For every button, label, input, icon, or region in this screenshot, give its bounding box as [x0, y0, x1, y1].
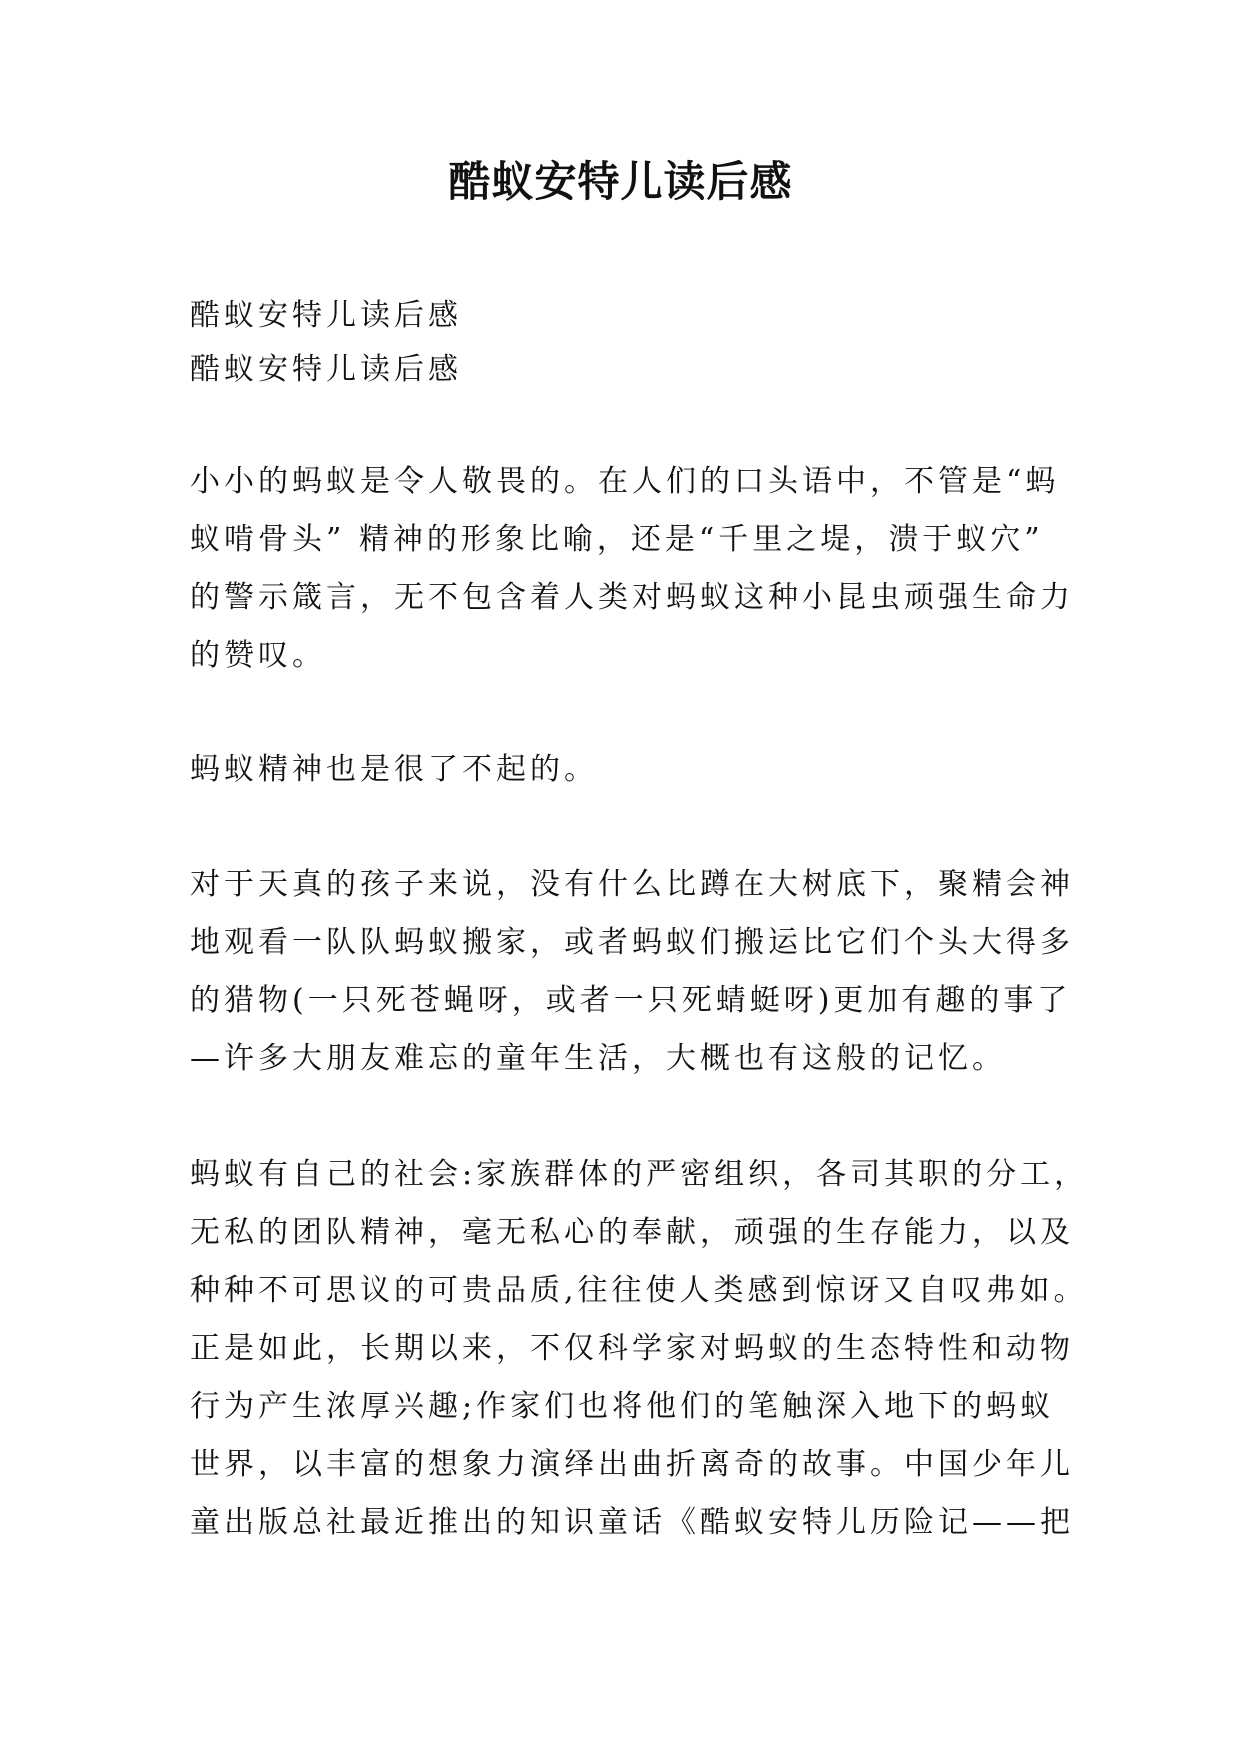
subtitle-line: 酷蚁安特儿读后感: [190, 298, 462, 333]
paragraph-4-line: 童出版总社最近推出的知识童话《酷蚁安特儿历险记——把: [190, 1505, 1074, 1540]
paragraph-4-line: 世界，以丰富的想象力演绎出曲折离奇的故事。中国少年儿: [190, 1447, 1074, 1482]
paragraph-3-line: —许多大朋友难忘的童年生活，大概也有这般的记忆。: [190, 1041, 1006, 1076]
paragraph-4-line: 无私的团队精神，毫无私心的奉献，顽强的生存能力，以及: [190, 1215, 1074, 1250]
document-title: 酷蚁安特儿读后感: [448, 157, 793, 206]
paragraph-4-line: 蚂蚁有自己的社会:家族群体的严密组织，各司其职的分工，: [190, 1157, 1089, 1192]
paragraph-1-line: 小小的蚂蚁是令人敬畏的。在人们的口头语中，不管是“蚂: [190, 464, 1060, 499]
paragraph-1-line: 蚁啃骨头” 精神的形象比喻，还是“千里之堤，溃于蚁穴”: [190, 522, 1044, 557]
paragraph-1-line: 的赞叹。: [190, 638, 326, 673]
paragraph-3-line: 地观看一队队蚂蚁搬家，或者蚂蚁们搬运比它们个头大得多: [190, 925, 1074, 960]
paragraph-3-line: 对于天真的孩子来说，没有什么比蹲在大树底下，聚精会神: [190, 867, 1074, 902]
paragraph-1-line: 的警示箴言，无不包含着人类对蚂蚁这种小昆虫顽强生命力: [190, 580, 1074, 615]
subtitle-line: 酷蚁安特儿读后感: [190, 352, 462, 387]
paragraph-4-line: 种种不可思议的可贵品质,往往使人类感到惊讶又自叹弗如。: [190, 1273, 1088, 1308]
paragraph-4-line: 正是如此，长期以来，不仅科学家对蚂蚁的生态特性和动物: [190, 1331, 1074, 1366]
paragraph-2-line: 蚂蚁精神也是很了不起的。: [190, 752, 598, 787]
paragraph-4-line: 行为产生浓厚兴趣;作家们也将他们的笔触深入地下的蚂蚁: [190, 1389, 1055, 1424]
paragraph-3-line: 的猎物(一只死苍蝇呀，或者一只死蜻蜓呀)更加有趣的事了: [190, 983, 1072, 1018]
